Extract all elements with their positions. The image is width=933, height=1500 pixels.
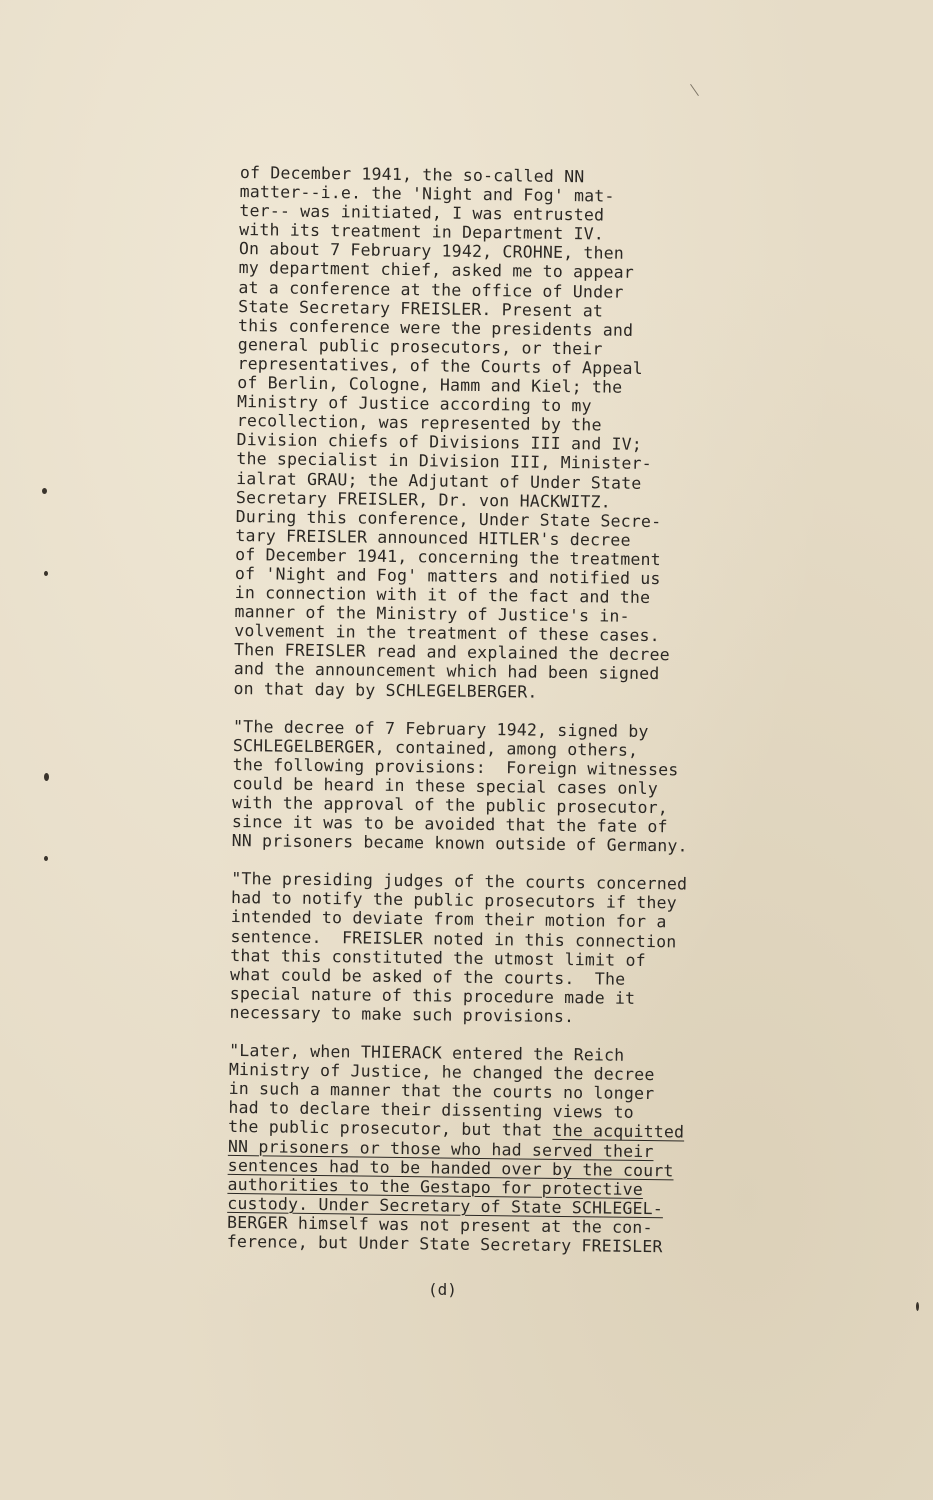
text-line: general public prosecutors, or their: [237, 334, 603, 359]
paragraph-3: [230, 869, 772, 1028]
ink-spot: [42, 488, 47, 494]
underlined-fragment: the acquitted: [552, 1121, 685, 1142]
text-line: sentence. FREISLER noted in this connection: [230, 926, 677, 951]
text-line: Then FREISLER read and explained the decree: [233, 640, 670, 665]
text-line: matter--i.e. the 'Night and Fog' mat-: [239, 182, 615, 206]
text-line: "The decree of 7 February 1942, signed by: [233, 716, 649, 741]
text-line: in such a manner that the courts no longer: [228, 1079, 655, 1104]
text-line: tary FREISLER announced HITLER's decree: [235, 525, 631, 550]
text-line: intended to deviate from their motion for a: [230, 907, 667, 932]
text-line: could be heard in these special cases only: [232, 773, 659, 799]
text-line: in connection with it of the fact and the: [234, 583, 651, 608]
ink-spot: [916, 1302, 919, 1311]
text-line: of December 1941, concerning the treatment: [235, 544, 661, 570]
text-line: of Berlin, Cologne, Hamm and Kiel; the: [237, 373, 623, 397]
document-body: [227, 163, 780, 1258]
text-line: During this conference, Under State Secre-: [235, 506, 662, 531]
ink-spot: [44, 773, 49, 781]
text-line: "Later, when THIERACK entered the Reich: [229, 1040, 625, 1065]
ink-spot: [44, 856, 48, 861]
ink-spot: [44, 571, 48, 576]
text-line: special nature of this procedure made it: [229, 983, 636, 1008]
text-line: Division chiefs of Divisions III and IV;: [236, 430, 643, 455]
text-line: Ministry of Justice, he changed the decree: [228, 1060, 655, 1085]
paper-scratch: [690, 84, 699, 96]
paragraph-4: [227, 1041, 770, 1258]
text-line: ter-- was initiated, I was entrusted: [239, 201, 605, 225]
text-line: my department chief, asked me to appear: [238, 258, 635, 283]
underlined-line: authorities to the Gestapo for protective: [227, 1174, 644, 1199]
text-line: the following provisions: Foreign witnesses: [232, 754, 679, 780]
page-label: (d): [428, 1280, 457, 1299]
text-line: representatives, of the Courts of Appeal: [237, 353, 643, 378]
underlined-line: custody. Under Secretary of State SCHLEGEL-: [227, 1193, 664, 1219]
text-line: volvement in the treatment of these cases.: [234, 621, 660, 646]
underlined-line: sentences had to be handed over by the court: [227, 1155, 674, 1180]
text-line: had to notify the public prosecutors if they: [230, 888, 677, 913]
text-line: the specialist in Division III, Minister-: [236, 449, 652, 474]
underlined-line: NN prisoners or those who had served their: [227, 1136, 654, 1161]
text-line: what could be asked of the courts. The: [229, 964, 626, 989]
text-line: this conference were the presidents and: [237, 315, 634, 340]
paragraph-2: [232, 717, 774, 857]
text-line: had to declare their dissenting views to: [228, 1098, 634, 1123]
text-line: on that day by SCHLEGELBERGER.: [233, 678, 538, 702]
text-line: BERGER himself was not present at the con-: [226, 1212, 653, 1237]
text-fragment: the public prosecutor, but that: [228, 1117, 553, 1141]
text-line: of December 1941, the so-called NN: [239, 163, 585, 187]
text-line: necessary to make such provisions.: [229, 1002, 575, 1027]
text-line: NN prisoners became known outside of Germany.: [231, 831, 688, 856]
text-line: On about 7 February 1942, CROHNE, then: [238, 239, 625, 264]
paragraph-1: [233, 163, 779, 704]
text-line: State Secretary FREISLER. Present at: [238, 296, 604, 321]
text-line: ialrat GRAU; the Adjutant of Under State: [236, 468, 642, 493]
text-line: "The presiding judges of the courts concerned: [231, 869, 688, 894]
text-line: ference, but Under State Secretary FREISLER: [226, 1231, 663, 1257]
text-line: with the approval of the public prosecutor,: [232, 792, 669, 818]
text-line: manner of the Ministry of Justice's in-: [234, 602, 630, 626]
text-line: recollection, was represented by the: [236, 411, 602, 435]
text-line: Ministry of Justice according to my: [236, 392, 592, 416]
text-line: at a conference at the office of Under: [238, 277, 624, 302]
text-line: that this constituted the utmost limit of: [230, 945, 646, 970]
text-line: and the announcement which had been signed: [233, 659, 660, 684]
text-line: Secretary FREISLER, Dr. von HACKWITZ.: [235, 487, 611, 512]
text-line: with its treatment in Department IV.: [239, 220, 605, 244]
text-line: of 'Night and Fog' matters and notified us: [234, 563, 661, 589]
text-line: since it was to be avoided that the fate of: [231, 812, 668, 837]
text-line: SCHLEGELBERGER, contained, among others,: [232, 735, 639, 760]
